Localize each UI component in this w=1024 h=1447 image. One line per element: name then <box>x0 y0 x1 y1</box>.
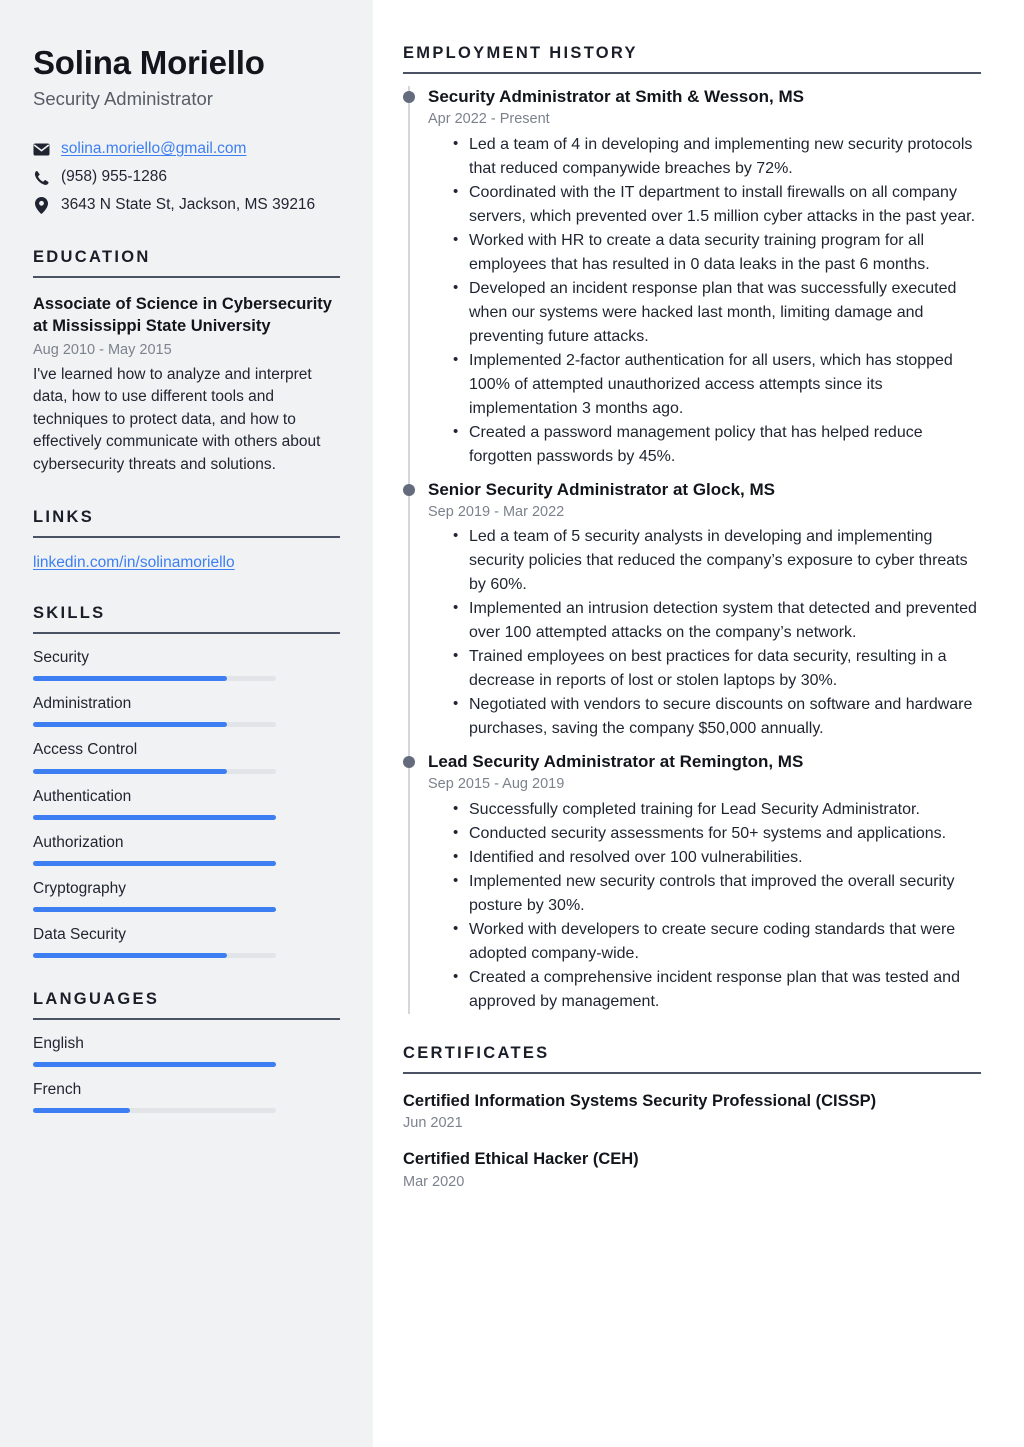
education-date: Aug 2010 - May 2015 <box>33 342 172 358</box>
skill-bar-track <box>33 907 276 912</box>
skill-bar-track <box>33 815 276 820</box>
language-label: English <box>33 1035 84 1053</box>
skill-bar-fill <box>33 815 276 820</box>
employment-timeline <box>403 86 981 1014</box>
employment-bullet: • Led a team of 4 in developing and implementing new security protocols that reduced companywide breaches by 72%. <box>469 133 981 181</box>
certificate-date: Jun 2021 <box>403 1115 463 1132</box>
timeline-dot-icon <box>403 756 415 768</box>
skill-bar-fill <box>33 722 227 727</box>
education-entry <box>33 294 340 476</box>
employment-title: Lead Security Administrator at Remington, MS <box>428 752 804 772</box>
links-list <box>33 554 340 572</box>
skills-section <box>33 604 340 958</box>
linkedin-link[interactable]: linkedin.com/in/solinamoriello <box>33 554 235 572</box>
skill-label: Authorization <box>33 833 124 851</box>
employment-bullet-list <box>428 525 981 741</box>
skill-item <box>33 648 340 681</box>
timeline-dot-icon <box>403 484 415 496</box>
employment-bullet: • Coordinated with the IT department to install firewalls on all company servers, which prevented over 1.5 million cyber attacks in the past year. <box>469 181 981 229</box>
sidebar <box>0 0 373 1447</box>
candidate-title: Security Administrator <box>33 87 213 109</box>
languages-section <box>33 990 340 1113</box>
employment-section <box>403 44 981 1014</box>
skill-item <box>33 694 340 727</box>
skill-bar-track <box>33 676 276 681</box>
skill-label: Security <box>33 649 89 667</box>
certificate-date: Mar 2020 <box>403 1173 465 1190</box>
skill-item <box>33 740 340 773</box>
contact-address <box>33 194 340 216</box>
skill-label: Authentication <box>33 787 132 805</box>
education-description: I've learned how to analyze and interpret data, how to use different tools and techniques to protect data, and how to effectively communicate with others about cybersecurity threats and solutions. <box>33 365 321 473</box>
employment-divider <box>403 72 981 74</box>
skill-label: Administration <box>33 695 132 713</box>
employment-entry <box>428 86 981 469</box>
phone-text: (958) 955-1286 <box>61 168 167 186</box>
timeline-dot-icon <box>403 91 415 103</box>
languages-divider <box>33 1018 340 1020</box>
skill-label: Data Security <box>33 926 127 944</box>
language-bar-fill <box>33 1108 130 1113</box>
skills-heading: SKILLS <box>33 604 106 623</box>
employment-bullet: • Worked with HR to create a data security training program for all employees that has resulted in 0 data leaks in the past 6 months. <box>469 229 981 277</box>
education-title: Associate of Science in Cybersecurity at Mississippi State University <box>33 295 332 336</box>
employment-bullet: • Implemented new security controls that improved the overall security posture by 30%. <box>469 870 981 918</box>
employment-bullet: • Implemented an intrusion detection system that detected and prevented over 100 attempted attacks on the company’s network. <box>469 597 981 645</box>
contact-phone <box>33 166 340 188</box>
employment-entry <box>428 479 981 742</box>
skill-item <box>33 787 340 820</box>
employment-bullet: • Worked with developers to create secure coding standards that were adopted company-wide. <box>469 918 981 966</box>
employment-bullet: • Trained employees on best practices for data security, resulting in a decrease in reports of lost or stolen laptops by 30%. <box>469 645 981 693</box>
language-item <box>33 1034 340 1067</box>
employment-bullet: • Successfully completed training for Lead Security Administrator. <box>469 798 981 822</box>
links-heading: LINKS <box>33 508 94 527</box>
skill-bar-fill <box>33 953 227 958</box>
employment-bullet: • Created a comprehensive incident response plan that was tested and approved by management. <box>469 966 981 1014</box>
language-label: French <box>33 1081 82 1099</box>
candidate-name: Solina Moriello <box>33 44 265 81</box>
employment-bullet-list <box>428 798 981 1014</box>
employment-date: Sep 2019 - Mar 2022 <box>428 503 565 520</box>
skill-item <box>33 833 340 866</box>
employment-date: Sep 2015 - Aug 2019 <box>428 776 565 793</box>
email-link[interactable]: solina.moriello@gmail.com <box>61 140 247 158</box>
links-section <box>33 508 340 572</box>
skills-divider <box>33 632 340 634</box>
employment-bullet: • Negotiated with vendors to secure discounts on software and hardware purchases, saving the company $50,000 annually. <box>469 693 981 741</box>
employment-bullet: • Created a password management policy that has helped reduce forgotten passwords by 45%. <box>469 421 981 469</box>
employment-heading: EMPLOYMENT HISTORY <box>403 44 638 62</box>
employment-entry <box>428 751 981 1014</box>
language-bar-track <box>33 1062 276 1067</box>
employment-bullet: • Identified and resolved over 100 vulnerabilities. <box>469 846 981 870</box>
education-section <box>33 248 340 476</box>
education-heading: EDUCATION <box>33 248 151 267</box>
links-divider <box>33 536 340 538</box>
skill-bar-fill <box>33 907 276 912</box>
languages-heading: LANGUAGES <box>33 990 160 1009</box>
employment-bullet: • Conducted security assessments for 50+ systems and applications. <box>469 822 981 846</box>
skill-label: Cryptography <box>33 879 127 897</box>
employment-title: Senior Security Administrator at Glock, MS <box>428 479 776 499</box>
employment-title: Security Administrator at Smith & Wesson, MS <box>428 87 804 106</box>
language-bar-track <box>33 1108 276 1113</box>
certificate-entry <box>403 1149 981 1191</box>
certificates-heading: CERTIFICATES <box>403 1043 550 1062</box>
contact-list <box>33 138 340 216</box>
education-divider <box>33 276 340 278</box>
envelope-icon <box>33 143 50 156</box>
certificates-list <box>403 1091 981 1192</box>
location-pin-icon <box>33 197 50 214</box>
skill-item <box>33 879 340 912</box>
language-bar-fill <box>33 1062 276 1067</box>
employment-bullet-list <box>428 133 981 469</box>
skill-bar-fill <box>33 676 227 681</box>
certificates-divider <box>403 1072 981 1074</box>
contact-email[interactable] <box>33 138 340 160</box>
skill-bar-track <box>33 861 276 866</box>
languages-list <box>33 1034 340 1113</box>
phone-icon <box>33 170 50 185</box>
certificate-name: Certified Information Systems Security Professional (CISSP) <box>403 1091 877 1110</box>
certificate-entry <box>403 1091 981 1133</box>
employment-bullet: • Implemented 2-factor authentication for all users, which has stopped 100% of attempted unauthorized access attempts since its implementation 3 months ago. <box>469 349 981 421</box>
skill-bar-track <box>33 953 276 958</box>
skills-list <box>33 648 340 958</box>
skill-bar-track <box>33 769 276 774</box>
employment-bullet: • Developed an incident response plan that was successfully executed when our systems were hacked last month, limiting damage and preventing future attacks. <box>469 277 981 349</box>
employment-date: Apr 2022 - Present <box>428 111 550 128</box>
main-content <box>373 0 1024 1447</box>
certificates-section <box>403 1044 981 1192</box>
certificate-name: Certified Ethical Hacker (CEH) <box>403 1150 639 1169</box>
employment-bullet: • Led a team of 5 security analysts in developing and implementing security policies that reduced the company’s exposure to cyber threats by 60%. <box>469 525 981 597</box>
skill-bar-fill <box>33 861 276 866</box>
language-item <box>33 1080 340 1113</box>
skill-label: Access Control <box>33 741 138 759</box>
skill-bar-fill <box>33 769 227 774</box>
address-text: 3643 N State St, Jackson, MS 39216 <box>61 196 316 214</box>
skill-item <box>33 925 340 958</box>
skill-bar-track <box>33 722 276 727</box>
